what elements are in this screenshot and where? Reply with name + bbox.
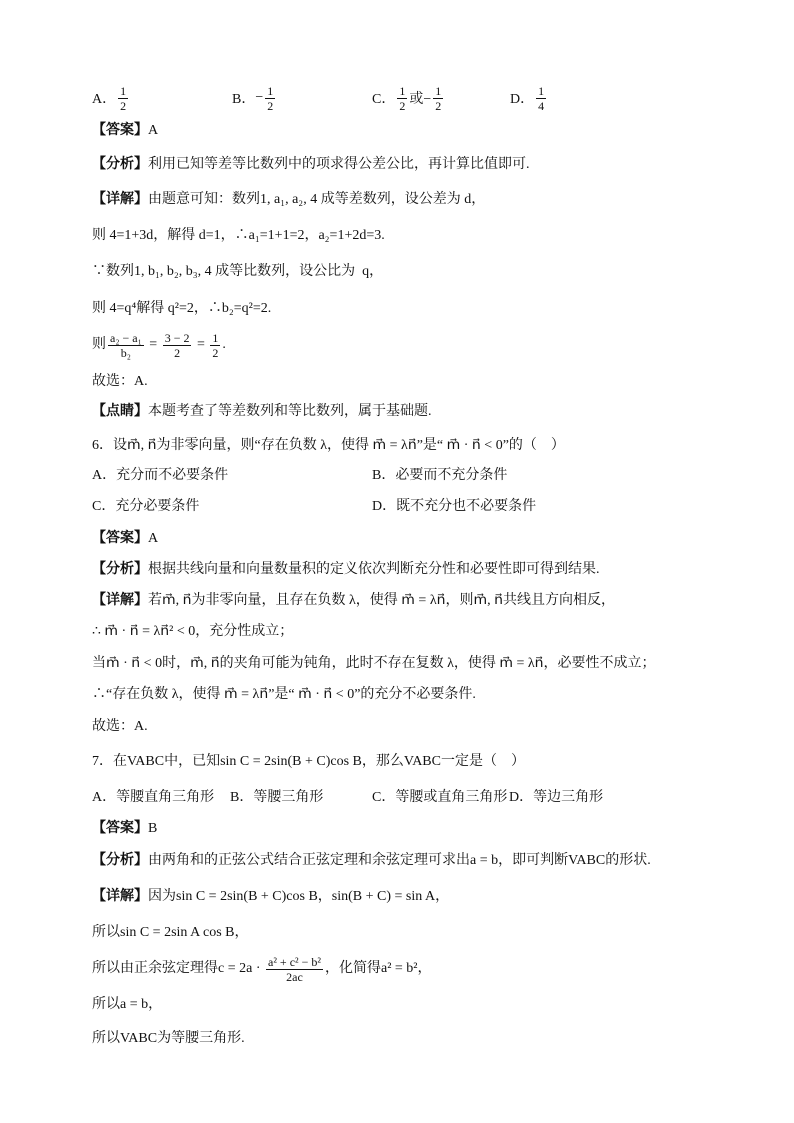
option-c (92, 496, 199, 518)
choose-line (92, 371, 148, 393)
solution-text: 所以a = b， (92, 997, 163, 1012)
option-text: D．等边三角形 (509, 790, 604, 805)
denominator: 4 (538, 98, 545, 113)
option-b (232, 82, 277, 114)
solution-text: 当m⃗ · n⃗ < 0时，m⃗, n⃗的夹角可能为钝角，此时不存在复数 λ，使得 m⃗ = λn⃗，必要性不成立； (92, 656, 656, 671)
formula-prefix: 所以由正余弦定理得c = 2a · (92, 961, 264, 976)
question-text: 7．在VABC中，已知sin C = 2sin(B + C)cos B，那么VABC一定是（ ） (92, 754, 525, 769)
detail-tag: 【详解】 (92, 889, 148, 904)
fraction (397, 84, 407, 113)
option-d (510, 82, 548, 114)
choose-line (92, 716, 148, 738)
solution-text: ∵数列1, b₁, b₂, b₃, 4 成等比数列，设公比为 q， (92, 264, 384, 279)
numerator: 1 (538, 83, 545, 98)
numerator: 1 (399, 83, 406, 98)
denominator: 2 (399, 98, 406, 113)
detail-line (92, 590, 615, 612)
fraction (536, 84, 546, 113)
analysis-line (92, 154, 530, 176)
denominator: b₂ (120, 345, 131, 360)
option-connector: 或− (409, 92, 432, 107)
numerator: 1 (212, 330, 219, 345)
solution-line (92, 922, 248, 944)
solution-line (92, 298, 271, 320)
solution-text: 则 4=1+3d，解得 d=1，∴a₁=1+1=2，a₂=1+2d=3. (92, 228, 385, 243)
numerator: 3 − 2 (164, 330, 190, 345)
question-text: 6．设m⃗, n⃗为非零向量，则“存在负数 λ，使得 m⃗ = λn⃗”是“ m⃗ · n⃗ < 0”的（ ） (92, 438, 565, 453)
option-label: C． (372, 92, 396, 107)
option-label: D． (510, 92, 535, 107)
detail-text: 因为sin C = 2sin(B + C)cos B，sin(B + C) = sin A， (148, 889, 450, 904)
fraction (266, 955, 323, 984)
option-a (92, 465, 228, 487)
fraction (433, 84, 443, 113)
solution-line (92, 621, 293, 643)
numerator: a₂ − a₁ (110, 330, 142, 345)
solution-text: ∴“存在负数 λ，使得 m⃗ = λn⃗”是“ m⃗ · n⃗ < 0”的充分不必要条件. (92, 687, 476, 702)
analysis-line (92, 850, 651, 872)
option-a (92, 787, 214, 809)
fraction (108, 331, 144, 360)
solution-line (92, 225, 385, 247)
analysis-tag: 【分析】 (92, 853, 148, 868)
solution-line (92, 1028, 245, 1050)
option-text: C．充分必要条件 (92, 499, 200, 514)
option-b (230, 787, 323, 809)
question-stem (92, 751, 525, 773)
analysis-text: 由两角和的正弦公式结合正弦定理和余弦定理可求出a = b，即可判断VABC的形状. (148, 853, 651, 868)
ratio-line (92, 329, 226, 361)
equals-sign: = (145, 337, 161, 352)
numerator: 1 (435, 83, 442, 98)
denominator: 2 (212, 345, 219, 360)
answer-line (92, 528, 158, 550)
detail-tag: 【详解】 (92, 593, 148, 608)
option-d (509, 787, 603, 809)
detail-text: 由题意可知：数列1, a₁, a₂, 4 成等差数列，设公差为 d， (148, 192, 486, 207)
detail-line (92, 189, 485, 211)
answer-tag: 【答案】 (92, 531, 148, 546)
analysis-tag: 【分析】 (92, 157, 148, 172)
fraction (265, 84, 275, 113)
comment-text: 本题考查了等差数列和等比数列，属于基础题. (148, 404, 432, 419)
analysis-line (92, 559, 600, 581)
analysis-tag: 【分析】 (92, 562, 148, 577)
solution-text: 所以sin C = 2sin A cos B， (92, 925, 249, 940)
solution-text: 则 4=q⁴解得 q²=2，∴b₂=q²=2. (92, 301, 272, 316)
comment-line (92, 401, 432, 423)
option-b (372, 465, 507, 487)
numerator: 1 (120, 83, 127, 98)
option-label: B． (232, 92, 256, 107)
numerator: a² + c² − b² (268, 954, 321, 969)
question-stem (92, 435, 565, 457)
denominator: 2ac (286, 969, 303, 984)
answer-line (92, 818, 157, 840)
formula-suffix: ，化简得a² = b²， (324, 961, 432, 976)
solution-line (92, 653, 656, 675)
analysis-text: 利用已知等差等比数列中的项求得公差公比，再计算比值即可. (148, 157, 530, 172)
numerator: 1 (267, 83, 274, 98)
option-c (372, 787, 507, 809)
equals-sign: = (193, 337, 209, 352)
option-c (372, 82, 445, 114)
denominator: 2 (120, 98, 127, 113)
ratio-prefix: 则 (92, 337, 106, 352)
choose-text: 故选：A. (92, 374, 148, 389)
choose-text: 故选：A. (92, 719, 148, 734)
option-text: D．既不充分也不必要条件 (372, 499, 537, 514)
detail-line (92, 886, 449, 908)
detail-text: 若m⃗, n⃗为非零向量，且存在负数 λ，使得 m⃗ = λn⃗，则m⃗, n⃗共线且方向相反， (148, 593, 616, 608)
option-text: A．充分而不必要条件 (92, 468, 229, 483)
solution-text: 所以VABC为等腰三角形. (92, 1031, 245, 1046)
minus-sign: − (255, 90, 264, 105)
answer-text: B (148, 821, 158, 836)
answer-line (92, 120, 158, 142)
denominator: 2 (435, 98, 442, 113)
denominator: 2 (174, 345, 181, 360)
denominator: 2 (267, 98, 274, 113)
solution-line (92, 684, 476, 706)
ratio-suffix: . (222, 337, 226, 352)
analysis-text: 根据共线向量和向量数量积的定义依次判断充分性和必要性即可得到结果. (148, 562, 600, 577)
answer-tag: 【答案】 (92, 123, 148, 138)
solution-text: ∴ m⃗ · n⃗ = λn⃗² < 0，充分性成立； (92, 624, 294, 639)
option-text: B．必要而不充分条件 (372, 468, 508, 483)
answer-text: A (148, 123, 159, 138)
answer-text: A (148, 531, 159, 546)
comment-tag: 【点睛】 (92, 404, 148, 419)
option-text: A．等腰直角三角形 (92, 790, 215, 805)
solution-line (92, 261, 383, 283)
option-text: C．等腰或直角三角形 (372, 790, 508, 805)
option-text: B．等腰三角形 (230, 790, 324, 805)
option-label: A． (92, 92, 117, 107)
fraction (118, 84, 128, 113)
option-a (92, 82, 130, 114)
solution-line (92, 994, 162, 1016)
detail-tag: 【详解】 (92, 192, 148, 207)
fraction (210, 331, 220, 360)
fraction (163, 331, 192, 360)
answer-tag: 【答案】 (92, 821, 148, 836)
formula-line (92, 953, 432, 985)
option-d (372, 496, 536, 518)
